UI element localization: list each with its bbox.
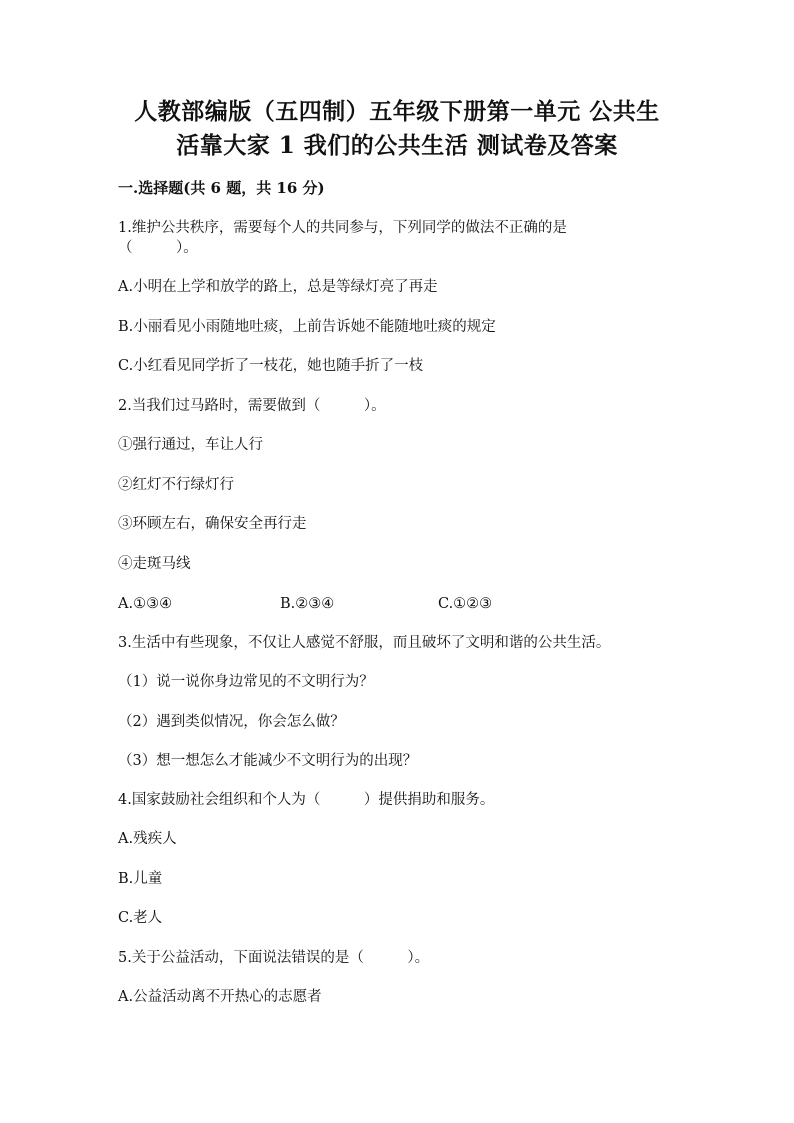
question-2-stem: 2.当我们过马路时，需要做到（ ）。 (118, 398, 386, 414)
question-1-stem-continued: （ ）。 (118, 240, 198, 256)
question-3-sub-3: （3）想一想怎么才能减少不文明行为的出现？ (118, 753, 418, 769)
question-3-stem: 3.生活中有些现象，不仅让人感觉不舒服，而且破坏了文明和谐的公共生活。 (118, 635, 611, 651)
section-heading-choice: 一.选择题(共 6 题，共 16 分) (118, 179, 325, 197)
question-3-sub-1: （1）说一说你身边常见的不文明行为？ (118, 674, 374, 690)
question-4-option-a: A.残疾人 (118, 831, 177, 847)
question-4-stem: 4.国家鼓励社会组织和个人为（ ）提供捐助和服务。 (118, 792, 495, 808)
question-1-stem: 1.维护公共秩序，需要每个人的共同参与，下列同学的做法不正确的是 (118, 220, 567, 236)
document-title-line-1: 人教部编版（五四制）五年级下册第一单元 公共生 (134, 98, 660, 125)
question-5-option-a: A.公益活动离不开热心的志愿者 (118, 989, 322, 1005)
question-2-options (118, 594, 618, 614)
question-1-option-a: A.小明在上学和放学的路上，总是等绿灯亮了再走 (118, 279, 438, 295)
question-2-item-1: ①强行通过，车让人行 (118, 437, 263, 453)
question-2-option-c: C.①②③ (438, 596, 493, 612)
document-title-line-2: 活靠大家 1 我们的公共生活 测试卷及答案 (176, 132, 618, 159)
question-2-item-2: ②红灯不行绿灯行 (118, 477, 234, 493)
question-2-item-4: ④走斑马线 (118, 556, 191, 572)
question-2-option-b: B.②③④ (280, 596, 335, 612)
question-3-sub-2: （2）遇到类似情况，你会怎么做？ (118, 714, 345, 730)
question-5-stem: 5.关于公益活动，下面说法错误的是（ ）。 (118, 950, 430, 966)
question-2-item-3: ③环顾左右，确保安全再行走 (118, 516, 307, 532)
question-4-option-b: B.儿童 (118, 871, 163, 887)
question-4-option-c: C.老人 (118, 910, 163, 926)
question-1-option-c: C.小红看见同学折了一枝花，她也随手折了一枝 (118, 358, 424, 374)
question-1-option-b: B.小丽看见小雨随地吐痰，上前告诉她不能随地吐痰的规定 (118, 319, 496, 335)
question-2-option-a: A.①③④ (118, 596, 173, 612)
